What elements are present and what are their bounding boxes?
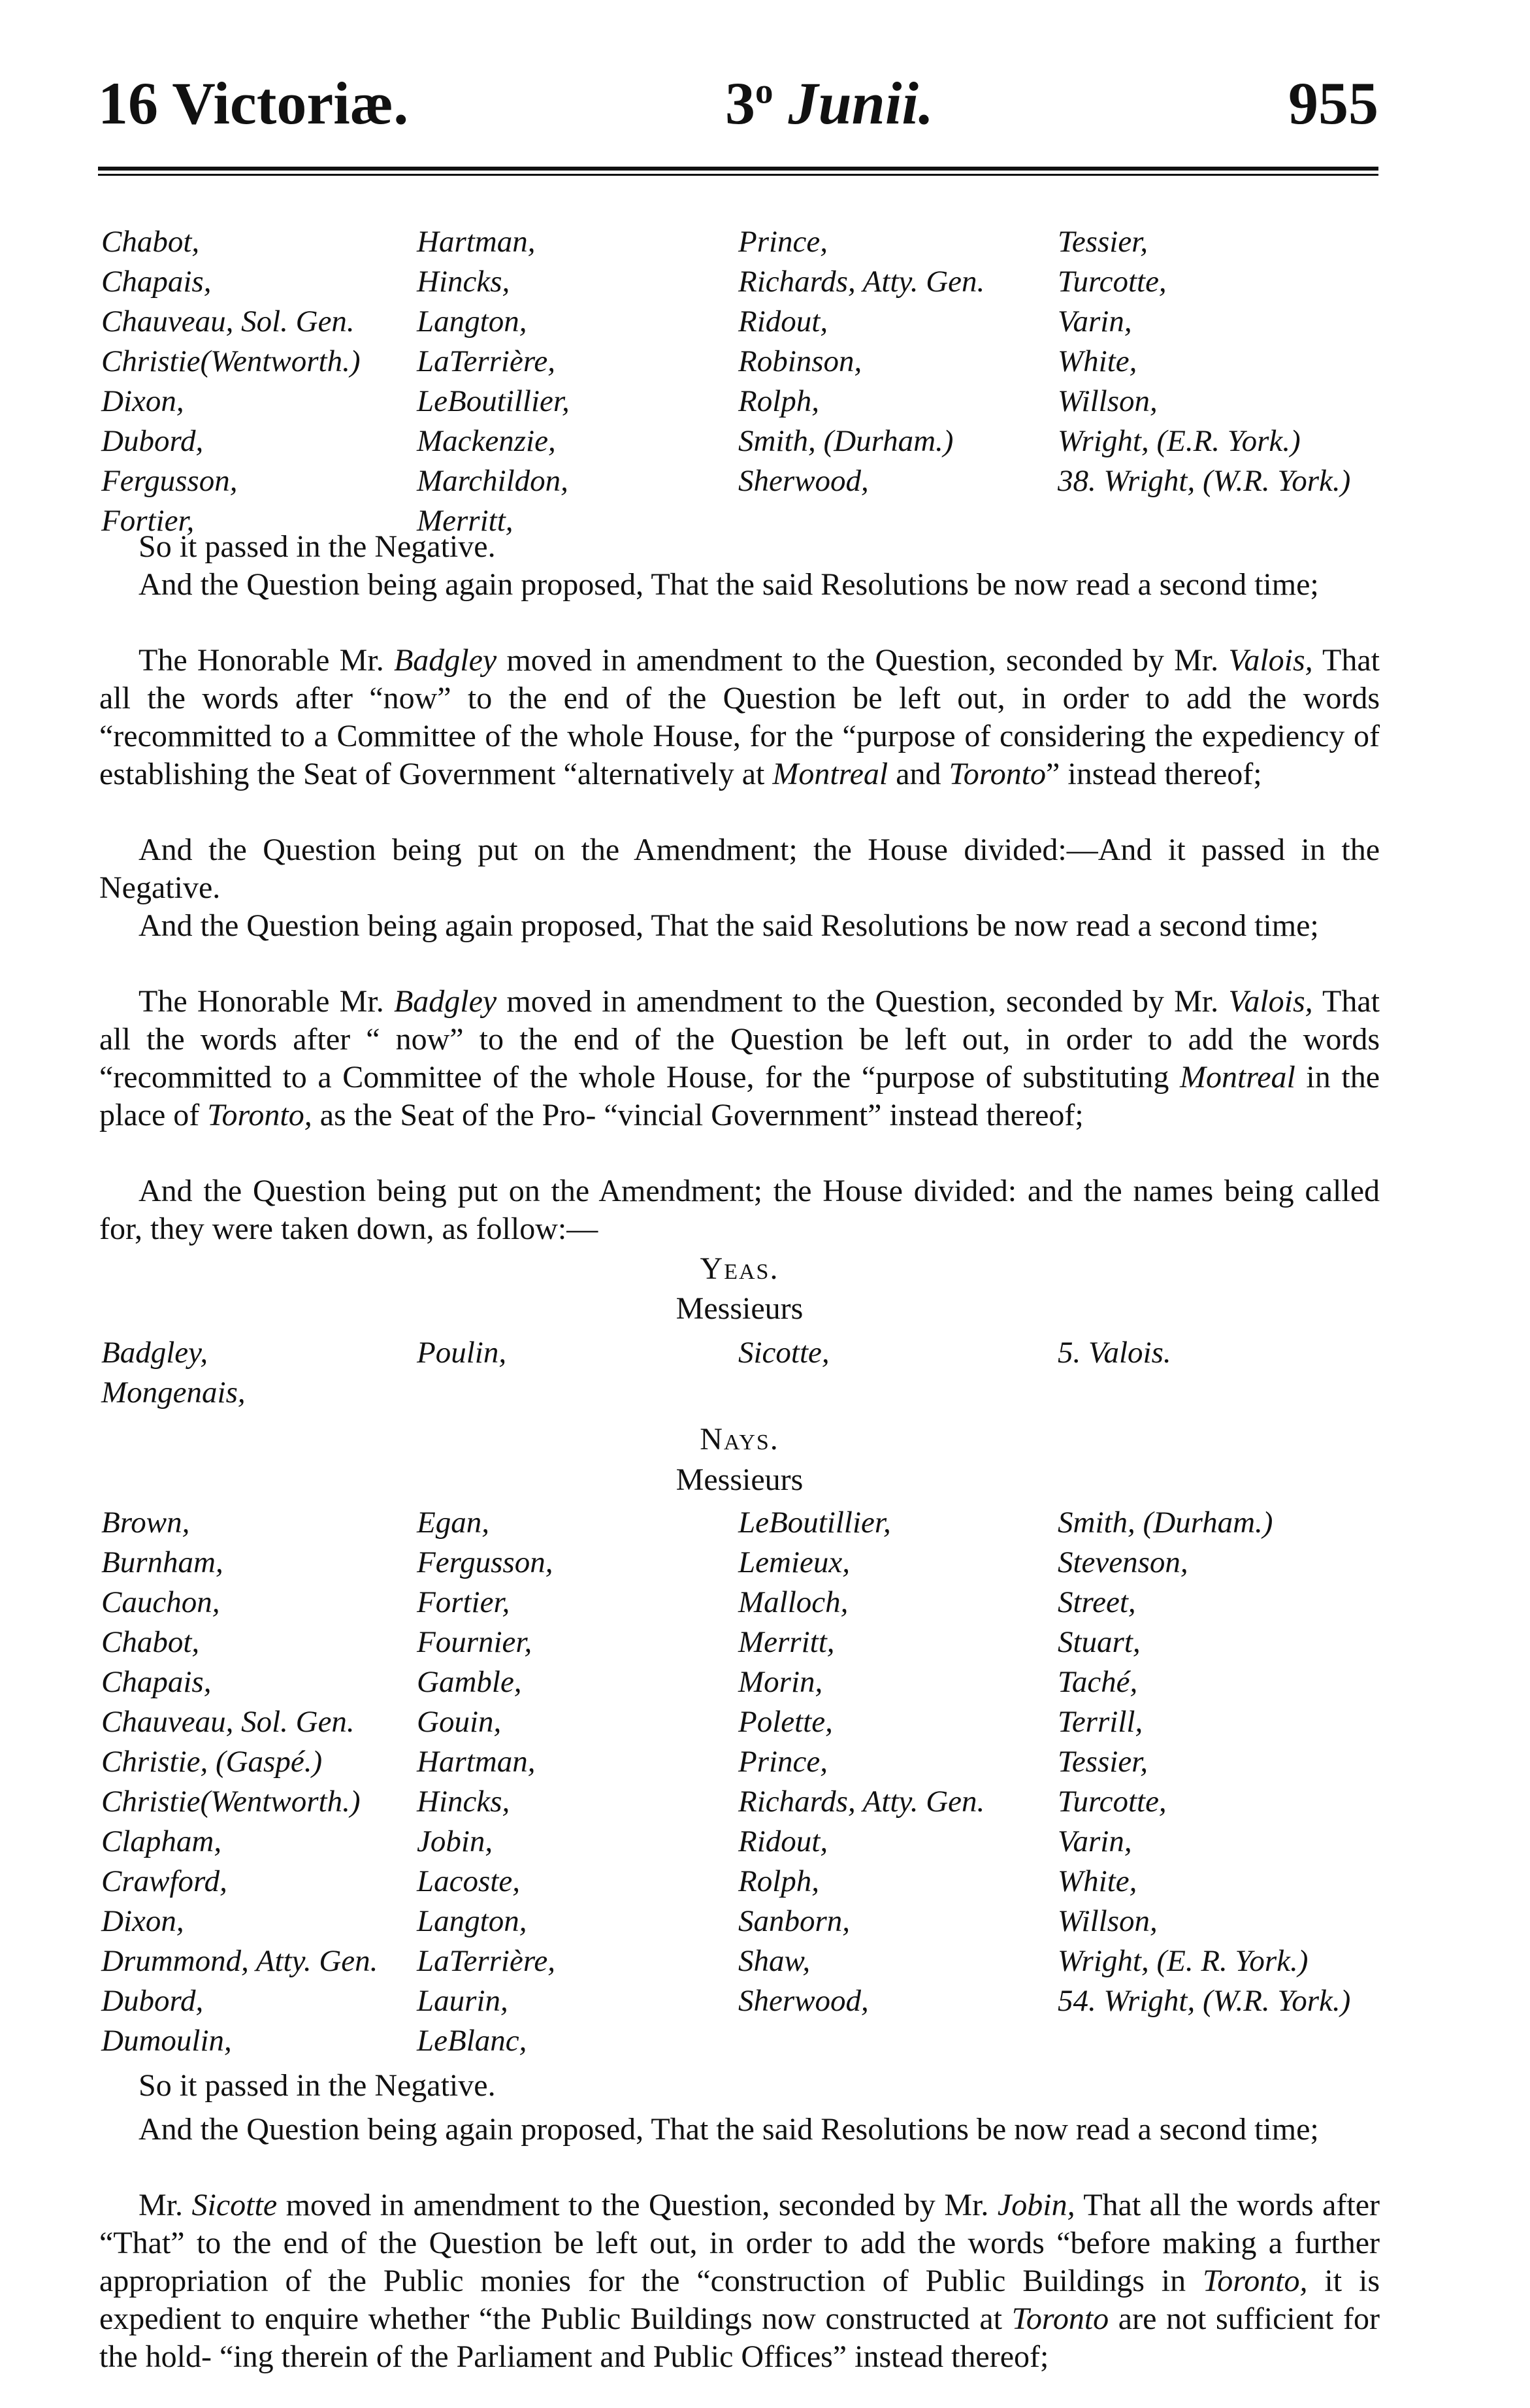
- name-row: [101, 1862, 1382, 1902]
- member-name: Smith, (Durham.): [738, 424, 954, 458]
- name-row: [101, 262, 1382, 302]
- member-name: Smith, (Durham.): [1058, 1506, 1273, 1540]
- member-name: Terrill,: [1058, 1705, 1143, 1739]
- member-name: Taché,: [1058, 1665, 1138, 1699]
- member-name: Malloch,: [738, 1585, 849, 1619]
- member-name: Poulin,: [417, 1336, 507, 1370]
- member-name: Crawford,: [101, 1864, 227, 1898]
- member-name: Fergusson,: [101, 464, 238, 498]
- member-name: Hincks,: [417, 1785, 510, 1819]
- member-name: Sicotte,: [738, 1336, 830, 1370]
- name-row: [101, 461, 1382, 501]
- member-name: Fergusson,: [417, 1545, 553, 1579]
- member-name: Dubord,: [101, 1984, 204, 2018]
- name-row: [101, 222, 1382, 262]
- member-name: Langton,: [417, 1904, 527, 1938]
- member-name: Ridout,: [738, 305, 828, 338]
- nays-list: [101, 1503, 1382, 2061]
- member-name: Christie(Wentworth.): [101, 344, 361, 378]
- member-name: Brown,: [101, 1506, 190, 1540]
- member-name: LaTerrière,: [417, 1944, 555, 1978]
- member-name: Chabot,: [101, 225, 200, 259]
- member-name: Turcotte,: [1058, 265, 1167, 299]
- name-row: [101, 382, 1382, 421]
- division-paragraph-1: And the Question being put on the Amendment; the House divided:—And it passed in the Negative.: [99, 833, 1380, 905]
- nays-heading: Nays.: [700, 1422, 779, 1457]
- name-row: [101, 1941, 1382, 1981]
- question-paragraph-1: And the Question being again proposed, That the said Resolutions be now read a second time;: [138, 567, 1319, 602]
- member-name: Merritt,: [738, 1625, 835, 1659]
- member-name: Drummond, Atty. Gen.: [101, 1944, 378, 1978]
- question-paragraph-3: And the Question being again proposed, That the said Resolutions be now read a second time;: [138, 2112, 1319, 2147]
- first-division-list: [101, 222, 1382, 541]
- member-name: Hincks,: [417, 265, 510, 299]
- name-row: [101, 1702, 1382, 1742]
- member-name: Rolph,: [738, 1864, 820, 1898]
- member-name: Morin,: [738, 1665, 823, 1699]
- member-name: Christie(Wentworth.): [101, 1785, 361, 1819]
- name-row: [101, 1742, 1382, 1782]
- member-name: 38. Wright, (W.R. York.): [1058, 464, 1351, 498]
- member-name: Tessier,: [1058, 1745, 1148, 1779]
- yeas-heading: Yeas.: [700, 1251, 779, 1286]
- name-row: [101, 342, 1382, 382]
- date-heading: 3$^o$ Junii.: [725, 70, 934, 137]
- member-name: Varin,: [1058, 1824, 1132, 1858]
- name-row: [101, 1333, 1382, 1373]
- member-name: Clapham,: [101, 1824, 222, 1858]
- member-name: Badgley,: [101, 1336, 208, 1370]
- name-row: [101, 1583, 1382, 1623]
- member-name: Dixon,: [101, 384, 184, 418]
- amendment-paragraph-2: The Honorable Mr. Badgley moved in amendment to the Question, seconded by Mr. Valois, That all the words after “ now” to the end of the Question be left out, in order to add the words “recommitted to a Committee of the whole House, for the “purpose of substituting Montreal in the place of Toronto, as the Seat of the Pro- “vincial Government” instead thereof;: [99, 984, 1380, 1132]
- member-name: LeBlanc,: [417, 2024, 527, 2058]
- member-name: Chauveau, Sol. Gen.: [101, 1705, 355, 1739]
- member-name: Turcotte,: [1058, 1785, 1167, 1819]
- member-name: LeBoutillier,: [417, 384, 570, 418]
- member-name: Polette,: [738, 1705, 833, 1739]
- member-name: White,: [1058, 344, 1137, 378]
- member-name: Chapais,: [101, 1665, 212, 1699]
- member-name: Jobin,: [417, 1824, 493, 1858]
- member-name: Richards, Atty. Gen.: [738, 265, 985, 299]
- regnal-year: 16 Victoriæ.: [98, 70, 409, 137]
- member-name: Wright, (E. R. York.): [1058, 1944, 1309, 1978]
- member-name: Street,: [1058, 1585, 1136, 1619]
- name-row: [101, 1822, 1382, 1862]
- member-name: Dubord,: [101, 424, 204, 458]
- member-name: Gamble,: [417, 1665, 522, 1699]
- member-name: Richards, Atty. Gen.: [738, 1785, 985, 1819]
- member-name: Sanborn,: [738, 1904, 851, 1938]
- member-name: LeBoutillier,: [738, 1506, 891, 1540]
- nays-messieurs: Messieurs: [675, 1462, 804, 1497]
- header-rule-thin: [98, 174, 1378, 176]
- page-number: 955: [1288, 70, 1378, 137]
- member-name: Egan,: [417, 1506, 489, 1540]
- name-row: [101, 1543, 1382, 1583]
- member-name: Chauveau, Sol. Gen.: [101, 305, 355, 338]
- member-name: Robinson,: [738, 344, 862, 378]
- page-header: [98, 49, 1378, 147]
- member-name: Willson,: [1058, 1904, 1158, 1938]
- member-name: Gouin,: [417, 1705, 502, 1739]
- member-name: Mackenzie,: [417, 424, 556, 458]
- member-name: Laurin,: [417, 1984, 508, 2018]
- member-name: Willson,: [1058, 384, 1158, 418]
- member-name: Lemieux,: [738, 1545, 850, 1579]
- member-name: Prince,: [738, 225, 828, 259]
- member-name: Fortier,: [417, 1585, 510, 1619]
- member-name: Varin,: [1058, 305, 1132, 338]
- member-name: Dumoulin,: [101, 2024, 232, 2058]
- name-row: [101, 1503, 1382, 1543]
- yeas-messieurs: Messieurs: [675, 1291, 804, 1326]
- yeas-list: [101, 1333, 1382, 1413]
- name-row: [101, 1981, 1382, 2021]
- member-name: LaTerrière,: [417, 344, 555, 378]
- member-name: Langton,: [417, 305, 527, 338]
- name-row: [101, 1662, 1382, 1702]
- member-name: Prince,: [738, 1745, 828, 1779]
- member-name: Burnham,: [101, 1545, 223, 1579]
- name-row: [101, 1373, 1382, 1413]
- member-name: 5. Valois.: [1058, 1336, 1171, 1370]
- division-paragraph-2: And the Question being put on the Amendment; the House divided: and the names being called for, they were taken down, as follow:—: [99, 1174, 1380, 1246]
- amendment-paragraph-3: Mr. Sicotte moved in amendment to the Question, seconded by Mr. Jobin, That all the words after “That” to the end of the Question be left out, in order to add the words “before making a further appropriation of the Public monies for the “construction of Public Buildings in Toronto, it is expedient to enquire whether “the Public Buildings now constructed at Toronto are not sufficient for the hold- “ing therein of the Parliament and Public Offices” instead thereof;: [99, 2188, 1380, 2374]
- member-name: Chabot,: [101, 1625, 200, 1659]
- name-row: [101, 1782, 1382, 1822]
- member-name: Merritt,: [417, 504, 513, 538]
- member-name: Ridout,: [738, 1824, 828, 1858]
- member-name: Hartman,: [417, 1745, 536, 1779]
- name-row: [101, 1902, 1382, 1941]
- result-paragraph-2: So it passed in the Negative.: [138, 2068, 496, 2103]
- member-name: Sherwood,: [738, 1984, 869, 2018]
- member-name: Rolph,: [738, 384, 820, 418]
- amendment-paragraph-1: The Honorable Mr. Badgley moved in amendment to the Question, seconded by Mr. Valois, That all the words after “now” to the end of the Question be left out, in order to add the words “recommitted to a Committee of the whole House, for the “purpose of considering the expediency of establishing the Seat of Government “alternatively at Montreal and Toronto” instead thereof;: [99, 643, 1380, 791]
- question-paragraph-2: And the Question being again proposed, That the said Resolutions be now read a second time;: [138, 908, 1319, 943]
- member-name: White,: [1058, 1864, 1137, 1898]
- name-row: [101, 1623, 1382, 1662]
- member-name: Wright, (E.R. York.): [1058, 424, 1301, 458]
- name-row: [101, 302, 1382, 342]
- member-name: Mongenais,: [101, 1376, 246, 1410]
- header-rule: [98, 167, 1378, 171]
- member-name: Sherwood,: [738, 464, 869, 498]
- member-name: Hartman,: [417, 225, 536, 259]
- name-row: [101, 421, 1382, 461]
- member-name: Tessier,: [1058, 225, 1148, 259]
- member-name: Marchildon,: [417, 464, 568, 498]
- member-name: Fortier,: [101, 504, 195, 538]
- member-name: Christie, (Gaspé.): [101, 1745, 323, 1779]
- member-name: Shaw,: [738, 1944, 811, 1978]
- member-name: Chapais,: [101, 265, 212, 299]
- member-name: Lacoste,: [417, 1864, 520, 1898]
- name-row: [101, 2021, 1382, 2061]
- member-name: Stevenson,: [1058, 1545, 1188, 1579]
- member-name: 54. Wright, (W.R. York.): [1058, 1984, 1351, 2018]
- member-name: Fournier,: [417, 1625, 532, 1659]
- member-name: Dixon,: [101, 1904, 184, 1938]
- result-paragraph-1: So it passed in the Negative.: [138, 529, 496, 564]
- member-name: Cauchon,: [101, 1585, 220, 1619]
- member-name: Stuart,: [1058, 1625, 1141, 1659]
